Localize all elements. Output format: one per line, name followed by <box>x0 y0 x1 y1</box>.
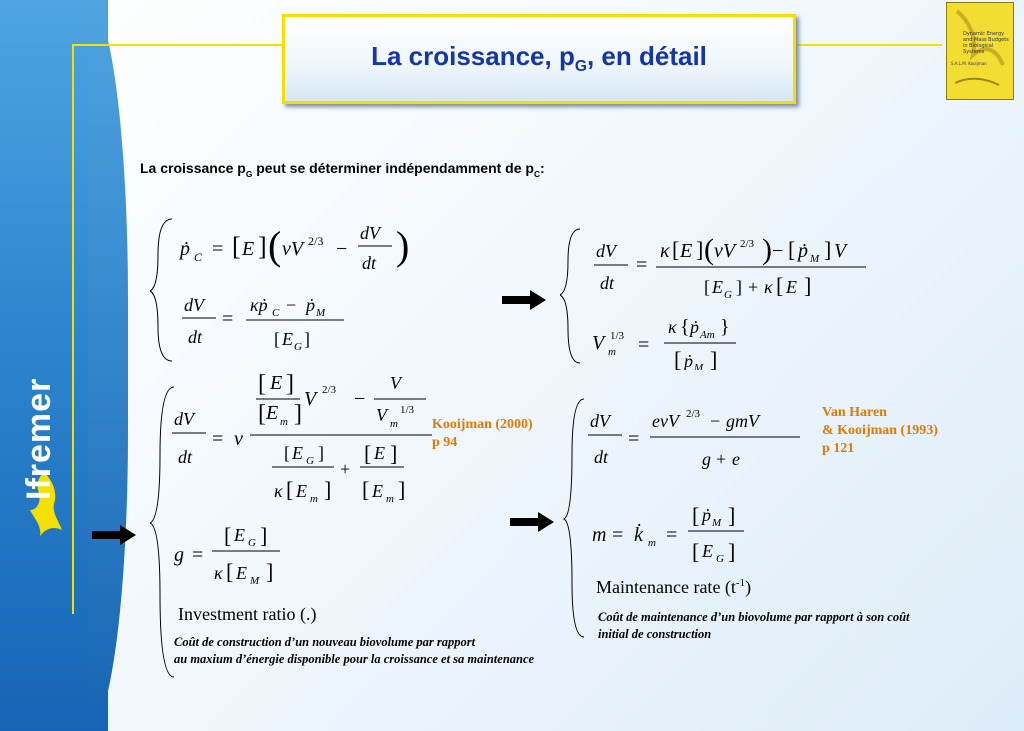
svg-text:E: E <box>786 277 797 297</box>
svg-text:−: − <box>710 411 721 431</box>
svg-text:]: ] <box>696 237 704 262</box>
svg-text:[: [ <box>672 237 680 262</box>
svg-text:gmV: gmV <box>726 411 759 431</box>
svg-text:=: = <box>212 238 224 260</box>
svg-text:2/3: 2/3 <box>322 384 337 396</box>
svg-text:g: g <box>702 449 711 469</box>
svg-text:=: = <box>612 524 624 546</box>
investment-ratio-label: Investment ratio (.) <box>178 604 317 624</box>
svg-text:2/3: 2/3 <box>740 238 755 250</box>
svg-text:E: E <box>266 402 279 424</box>
svg-text:κ: κ <box>274 481 283 501</box>
equation-system-1 <box>150 215 420 365</box>
svg-text:]: ] <box>318 443 324 463</box>
svg-text:=: = <box>666 524 678 546</box>
svg-text:m: m <box>386 493 394 505</box>
svg-text:2/3: 2/3 <box>686 408 701 420</box>
svg-text:=: = <box>222 308 234 330</box>
svg-text:G: G <box>716 553 724 565</box>
svg-text:dV: dV <box>184 295 204 315</box>
equation-system-3 <box>150 365 440 680</box>
svg-text:νV: νV <box>714 240 736 262</box>
svg-text:[: [ <box>692 503 700 528</box>
reference-van-haren: Van Haren & Kooijman (1993) p 121 <box>822 405 938 456</box>
svg-text:]: ] <box>390 441 398 466</box>
svg-text:(: ( <box>704 233 714 266</box>
svg-text:(: ( <box>268 223 282 268</box>
svg-text:G: G <box>306 455 314 467</box>
page-title: La croissance, $p_G$, en détail <box>371 41 707 76</box>
svg-text:}: } <box>720 316 730 338</box>
intro-text: La croissance $p_G$ peut se déterminer indépendamment de $p_C$: <box>140 160 545 179</box>
construction-cost-note: Coût de construction d’un nouveau biovolume par rapport au maxium d’énergie disponible pour la croissance et sa maintenance <box>174 635 535 666</box>
svg-text:E: E <box>270 372 283 394</box>
svg-text:[: [ <box>776 273 784 298</box>
svg-text:m: m <box>648 537 656 549</box>
svg-text:ṗ: ṗ <box>180 238 190 260</box>
svg-text:dV: dV <box>360 223 380 243</box>
svg-text:1/3: 1/3 <box>400 404 415 416</box>
svg-text:dV: dV <box>590 411 610 431</box>
svg-text:ṗ: ṗ <box>690 317 699 337</box>
book-cover-thumbnail <box>946 2 1014 100</box>
equation-system-4 <box>562 395 812 640</box>
brand-text: Ifremer <box>20 377 58 500</box>
svg-text:]: ] <box>728 503 736 528</box>
svg-text:+: + <box>340 459 351 479</box>
svg-text:E: E <box>374 443 385 463</box>
svg-text:[: [ <box>258 371 266 397</box>
arrow-icon <box>92 525 136 545</box>
svg-text:V: V <box>376 405 387 425</box>
svg-text:M: M <box>810 253 820 265</box>
svg-text:): ) <box>762 233 772 266</box>
svg-text:[: [ <box>258 401 266 427</box>
reference-kooijman-2000: Kooijman (2000) p 94 <box>432 417 533 450</box>
book-title: Dynamic Energy and Mass Budgets in Biological Systems <box>963 31 1009 55</box>
svg-text:G: G <box>724 289 732 301</box>
svg-text:E: E <box>236 563 247 583</box>
svg-text:]: ] <box>804 273 812 298</box>
svg-text:[: [ <box>232 232 241 261</box>
accent-line-horizontal-right <box>792 44 942 46</box>
svg-text:ν: ν <box>234 428 243 450</box>
svg-text:−: − <box>354 388 366 410</box>
svg-text:[: [ <box>362 477 370 502</box>
svg-text:m: m <box>608 346 616 358</box>
svg-text:dt: dt <box>178 447 193 467</box>
svg-text:ṗ: ṗ <box>684 351 693 370</box>
svg-text:[: [ <box>284 443 290 463</box>
svg-text:[: [ <box>788 237 796 262</box>
arrow-icon <box>510 512 554 532</box>
svg-text:G: G <box>248 537 256 549</box>
svg-text:dt: dt <box>594 447 609 467</box>
svg-text:G: G <box>294 341 302 353</box>
svg-text:M: M <box>694 362 704 370</box>
svg-text:ṗ: ṗ <box>702 505 711 525</box>
svg-text:]: ] <box>266 559 274 584</box>
sidebar-curve <box>88 0 128 731</box>
maintenance-cost-note: Coût de maintenance d’un biovolume par rapport à son coût initial de construction <box>598 610 910 641</box>
svg-text:]: ] <box>728 539 736 564</box>
svg-text:e: e <box>732 449 740 469</box>
arrow-icon <box>502 290 546 310</box>
svg-text:−: − <box>286 295 297 315</box>
svg-text:−: − <box>772 240 784 262</box>
svg-text:dt: dt <box>188 327 203 347</box>
svg-text:]: ] <box>324 477 332 502</box>
svg-text:[: [ <box>224 523 232 548</box>
svg-text:m: m <box>390 418 398 430</box>
svg-text:dt: dt <box>362 253 377 273</box>
svg-text:=: = <box>212 428 224 450</box>
svg-text:]: ] <box>294 401 302 427</box>
svg-text:M: M <box>250 575 260 587</box>
svg-text:E: E <box>680 240 693 262</box>
svg-text:]: ] <box>736 277 742 297</box>
svg-text:E: E <box>372 481 383 501</box>
svg-text:ṗ: ṗ <box>798 240 808 262</box>
svg-text:V: V <box>592 332 605 354</box>
svg-text:E: E <box>702 541 713 561</box>
svg-text:V: V <box>304 388 317 410</box>
svg-text:−: − <box>336 238 348 260</box>
svg-text:]: ] <box>258 232 267 261</box>
svg-text:[: [ <box>674 347 682 370</box>
svg-text:): ) <box>396 223 410 268</box>
svg-text:g: g <box>174 544 184 566</box>
svg-text:=: = <box>628 428 640 450</box>
svg-text:+: + <box>716 449 727 469</box>
title-box <box>282 14 796 104</box>
svg-text:κ: κ <box>764 277 773 297</box>
svg-text:]: ] <box>710 347 718 370</box>
svg-text:κ: κ <box>214 563 223 583</box>
svg-text:[: [ <box>704 277 710 297</box>
svg-text:ṗ: ṗ <box>306 295 315 315</box>
svg-text:[: [ <box>364 441 372 466</box>
svg-text:k̇: k̇ <box>634 524 643 546</box>
maintenance-rate-label: Maintenance rate $(t^{-1})$ <box>596 577 752 597</box>
svg-text:C: C <box>272 307 280 319</box>
accent-line-horizontal <box>72 44 282 46</box>
svg-text:dV: dV <box>174 409 194 429</box>
svg-text:E: E <box>296 481 307 501</box>
svg-text:=: = <box>192 544 204 566</box>
svg-text:m: m <box>592 524 607 546</box>
svg-text:V: V <box>390 373 401 393</box>
accent-line-vertical <box>72 44 74 614</box>
svg-text:E: E <box>292 443 303 463</box>
svg-text:Am: Am <box>700 329 715 341</box>
equation-system-2 <box>560 225 880 370</box>
svg-text:[: [ <box>226 559 234 584</box>
svg-text:C: C <box>194 250 203 264</box>
svg-text:dt: dt <box>600 273 615 293</box>
svg-text:νV: νV <box>282 238 304 260</box>
book-author: S.A.L.M. Kooijman <box>951 61 987 66</box>
svg-text:κ: κ <box>668 317 677 337</box>
svg-text:=: = <box>636 254 648 276</box>
svg-text:E: E <box>242 238 255 260</box>
svg-text:1/3: 1/3 <box>610 330 625 342</box>
svg-text:E: E <box>282 329 293 349</box>
svg-text:eνV: eνV <box>652 411 679 431</box>
svg-text:[: [ <box>274 329 280 349</box>
svg-text:=: = <box>638 334 650 356</box>
svg-text:E: E <box>712 277 723 297</box>
svg-text:[: [ <box>692 539 700 564</box>
svg-text:M: M <box>316 307 326 319</box>
svg-text:2/3: 2/3 <box>308 234 324 248</box>
svg-text:]: ] <box>304 329 310 349</box>
svg-text:+: + <box>748 277 759 297</box>
svg-text:m: m <box>310 493 318 505</box>
svg-text:E: E <box>234 525 245 545</box>
svg-text:]: ] <box>824 237 832 262</box>
svg-text:M: M <box>712 517 722 529</box>
svg-text:]: ] <box>260 523 268 548</box>
svg-text:dV: dV <box>596 241 616 261</box>
svg-text:κ: κ <box>660 240 670 262</box>
svg-text:]: ] <box>398 477 406 502</box>
svg-text:κṗ: κṗ <box>250 295 268 315</box>
svg-text:V: V <box>834 240 847 262</box>
svg-text:]: ] <box>286 371 294 397</box>
svg-text:[: [ <box>286 477 294 502</box>
svg-text:m: m <box>280 416 288 428</box>
svg-text:{: { <box>680 316 690 338</box>
